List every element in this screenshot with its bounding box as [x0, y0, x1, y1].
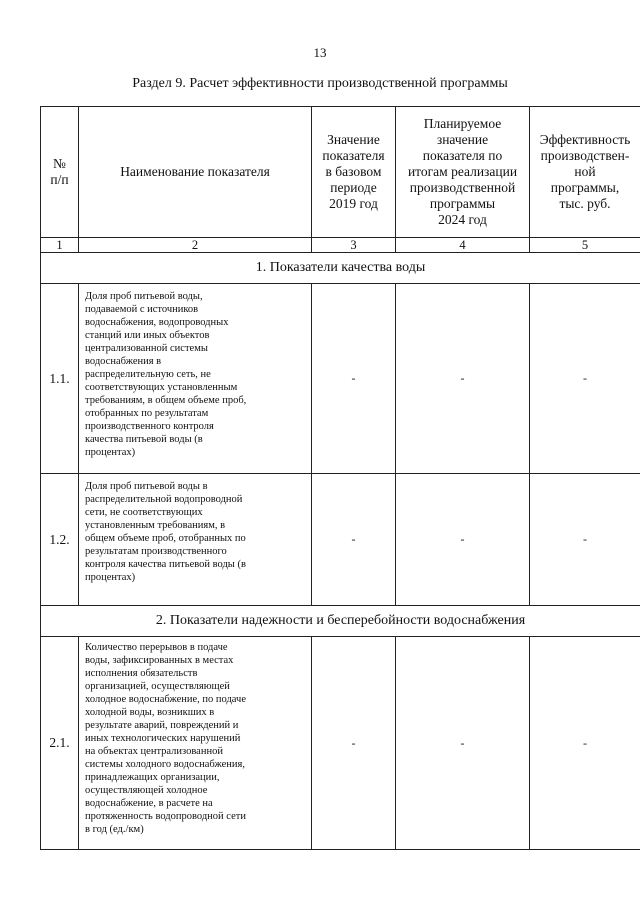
description-line: требованиям, в общем объеме проб,: [85, 395, 247, 406]
description-line: результате аварий, повреждений и: [85, 720, 239, 731]
table-row: [41, 284, 640, 474]
section-title: Раздел 9. Расчет эффективности производственной программы: [132, 76, 508, 91]
description-line: производственного контроля: [85, 421, 214, 432]
header-line: Эффективность: [539, 132, 631, 147]
column-number: 2: [79, 238, 312, 253]
header-line: Планируемое: [423, 116, 502, 131]
header-col-planned-value: [396, 107, 530, 238]
header-col-efficiency: [530, 107, 640, 238]
description-line: подаваемой с источников: [85, 304, 199, 315]
description-line: процентах): [85, 447, 136, 458]
planned-value-cell: -: [396, 637, 530, 850]
header-line: п/п: [50, 172, 69, 187]
header-line: значение: [436, 132, 489, 147]
description-line: воды, зафиксированных в местах: [85, 655, 234, 666]
description-line: протяженность водопроводной сети: [85, 811, 246, 822]
description-line: холодное водоснабжение, по подаче: [85, 694, 246, 705]
page-number: 13: [313, 45, 327, 60]
header-line: программы: [429, 196, 496, 211]
description-line: централизованной системы: [85, 343, 208, 354]
header-line: тыс. руб.: [559, 196, 611, 211]
header-col-name: Наименование показателя: [79, 107, 312, 238]
planned-value-cell: -: [396, 474, 530, 606]
group-header-row: [41, 606, 640, 637]
header-col-number: [41, 107, 79, 238]
description-line: процентах): [85, 572, 136, 583]
header-line: производственной: [409, 180, 516, 195]
efficiency-table: [40, 106, 640, 850]
description-line: соответствующих установленным: [85, 382, 238, 393]
description-line: иных технологических нарушений: [85, 733, 241, 744]
description-line: распределительной водопроводной: [85, 494, 243, 505]
table-row: [41, 637, 640, 850]
planned-value-cell: -: [396, 284, 530, 474]
header-line: 2019 год: [329, 196, 378, 211]
efficiency-cell: -: [530, 637, 640, 850]
description-line: Доля проб питьевой воды,: [85, 291, 203, 302]
row-number: 1.2.: [41, 474, 79, 606]
description-line: качества питьевой воды (в: [85, 434, 203, 445]
efficiency-cell: -: [530, 284, 640, 474]
description-line: результатам производственного: [85, 546, 227, 557]
header-line: №: [53, 156, 66, 171]
header-line: показателя: [322, 148, 385, 163]
description-line: в год (ед./км): [85, 824, 144, 835]
column-number-row: [41, 238, 640, 253]
row-number: 1.1.: [41, 284, 79, 474]
column-number: 5: [530, 238, 640, 253]
description-line: контроля качества питьевой воды (в: [85, 559, 246, 570]
description-line: системы холодного водоснабжения,: [85, 759, 245, 770]
header-col-base-value: [312, 107, 396, 238]
description-line: Количество перерывов в подаче: [85, 642, 228, 653]
description-line: холодной воды, возникших в: [85, 707, 215, 718]
description-line: водоснабжение, в расчете на: [85, 798, 213, 809]
header-line: производствен-: [540, 148, 630, 163]
column-number: 4: [396, 238, 530, 253]
description-line: принадлежащих организации,: [85, 772, 220, 783]
row-number: 2.1.: [41, 637, 79, 850]
description-line: водоснабжения, водопроводных: [85, 317, 229, 328]
description-line: исполнения обязательств: [85, 668, 198, 679]
base-value-cell: -: [312, 474, 396, 606]
table-row: [41, 474, 640, 606]
description-line: установленным требованиям, в: [85, 520, 226, 531]
description-line: на объектах централизованной: [85, 746, 223, 757]
header-line: 2024 год: [438, 212, 487, 227]
description-line: сети, не соответствующих: [85, 507, 203, 518]
description-line: станций или иных объектов: [85, 330, 210, 341]
header-line: в базовом: [325, 164, 382, 179]
description-line: осуществляющей холодное: [85, 785, 208, 796]
description-line: общем объеме проб, отобранных по: [85, 533, 246, 544]
group-header-row: [41, 253, 640, 284]
group-title-water-quality: 1. Показатели качества воды: [41, 253, 640, 284]
description-line: распределительную сеть, не: [85, 369, 211, 380]
description-line: организацией, осуществляющей: [85, 681, 230, 692]
row-description: [79, 284, 312, 474]
base-value-cell: -: [312, 637, 396, 850]
description-line: Доля проб питьевой воды в: [85, 481, 208, 492]
row-description: [79, 637, 312, 850]
base-value-cell: -: [312, 284, 396, 474]
description-line: водоснабжения в: [85, 356, 162, 367]
table-header-row: [41, 107, 640, 238]
header-line: показателя по: [422, 148, 503, 163]
header-line: ной: [574, 164, 596, 179]
header-line: периоде: [330, 180, 377, 195]
column-number: 3: [312, 238, 396, 253]
header-line: программы,: [550, 180, 620, 195]
header-line: Значение: [327, 132, 380, 147]
description-line: отобранных по результатам: [85, 408, 209, 419]
column-number: 1: [41, 238, 79, 253]
group-title-reliability: 2. Показатели надежности и бесперебойности водоснабжения: [41, 606, 640, 637]
row-description: [79, 474, 312, 606]
header-line: итогам реализации: [407, 164, 518, 179]
efficiency-cell: -: [530, 474, 640, 606]
